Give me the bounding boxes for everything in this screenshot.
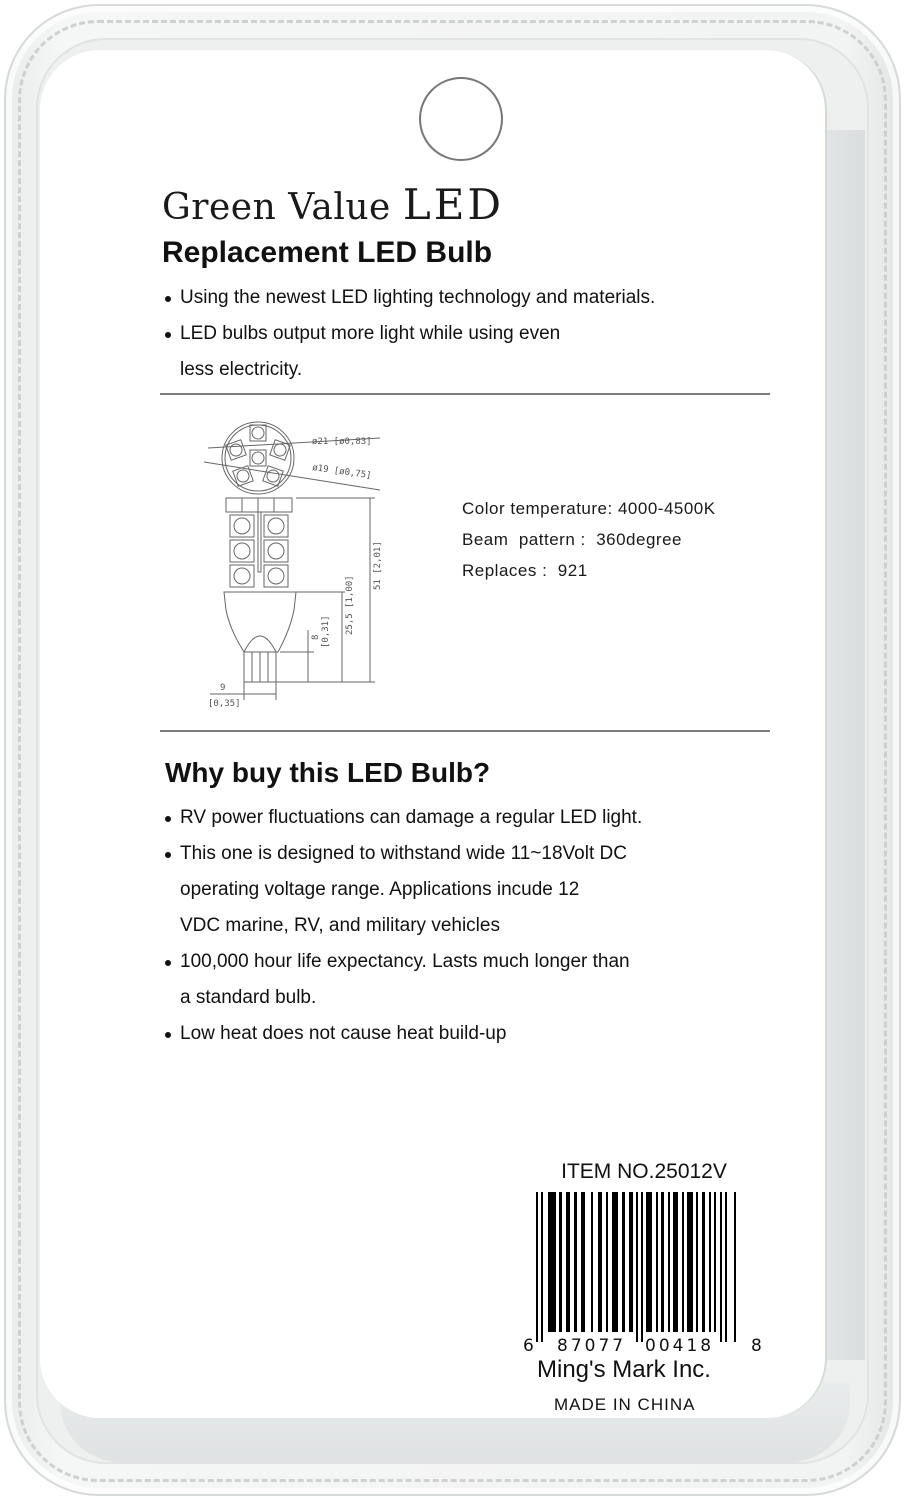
- spec-label: Color temperature:: [462, 499, 613, 518]
- dim-pin-width-in: [0,35]: [208, 699, 241, 709]
- dim-pin-length-in: [0,31]: [321, 615, 331, 648]
- hang-hole: [419, 77, 503, 161]
- upc-check-digit: 8: [751, 1336, 762, 1356]
- spec-value: 360degree: [596, 530, 682, 549]
- section-divider: [160, 393, 770, 395]
- why-item: [162, 800, 642, 836]
- barcode: [530, 1192, 750, 1342]
- upc-first-digit: 6: [523, 1336, 534, 1356]
- why-line: RV power fluctuations can damage a regular LED light.: [180, 807, 643, 828]
- dim-total-length: 51 [2,01]: [373, 541, 383, 590]
- bulb-dimension-diagram: [190, 410, 390, 710]
- dim-inner-diameter: ø19 [ø0,75]: [311, 463, 373, 482]
- barcode-icon: [530, 1192, 750, 1342]
- section-divider: [160, 730, 770, 732]
- brand-main: Green Value: [162, 187, 391, 228]
- feature-item: [162, 316, 655, 388]
- feature-line: less electricity.: [180, 359, 303, 380]
- spec-list: [462, 493, 716, 586]
- feature-line: LED bulbs output more light while using even: [180, 323, 561, 344]
- upc-left-group: 87077: [557, 1336, 627, 1356]
- spec-label: Replaces :: [462, 561, 548, 580]
- dim-pin-width: 9: [220, 683, 226, 693]
- upc-right-group: 00418: [645, 1336, 715, 1356]
- spec-beam-pattern: [462, 524, 716, 555]
- spec-value: 4000-4500K: [617, 499, 716, 518]
- why-line: a standard bulb.: [180, 987, 317, 1008]
- why-line: 100,000 hour life expectancy. Lasts much longer than: [180, 951, 630, 972]
- why-item: [162, 1016, 642, 1052]
- company-name: Ming's Mark Inc.: [537, 1356, 711, 1383]
- spec-color-temperature: [462, 493, 716, 524]
- why-item: [162, 944, 642, 1016]
- why-item: [162, 836, 642, 944]
- dim-outer-diameter: ø21 [ø0,83]: [312, 437, 372, 447]
- spec-replaces: [462, 555, 716, 586]
- why-buy-heading: Why buy this LED Bulb?: [165, 757, 491, 788]
- country-of-origin: MADE IN CHINA: [554, 1395, 696, 1414]
- spec-label: Beam pattern :: [462, 530, 586, 549]
- feature-list: [162, 280, 655, 388]
- why-line: This one is designed to withstand wide 11~18Volt DC: [180, 843, 627, 864]
- dim-pin-length: 8: [311, 634, 321, 640]
- why-buy-list: [162, 800, 642, 1052]
- feature-item: [162, 280, 655, 316]
- why-line: Low heat does not cause heat build-up: [180, 1023, 507, 1044]
- spec-value: 921: [557, 561, 588, 580]
- item-number: ITEM NO.25012V: [561, 1160, 727, 1183]
- why-line: VDC marine, RV, and military vehicles: [180, 915, 500, 936]
- feature-line: Using the newest LED lighting technology and materials.: [180, 287, 656, 308]
- product-title: Replacement LED Bulb: [162, 236, 493, 269]
- why-line: operating voltage range. Applications incude 12: [180, 879, 580, 900]
- brand-logo: [162, 180, 504, 229]
- bulb-drawing-icon: [190, 410, 390, 710]
- barcode-label: [520, 1160, 760, 1342]
- brand-suffix: LED: [402, 180, 505, 229]
- dim-base-length: 25,5 [1,00]: [345, 575, 355, 635]
